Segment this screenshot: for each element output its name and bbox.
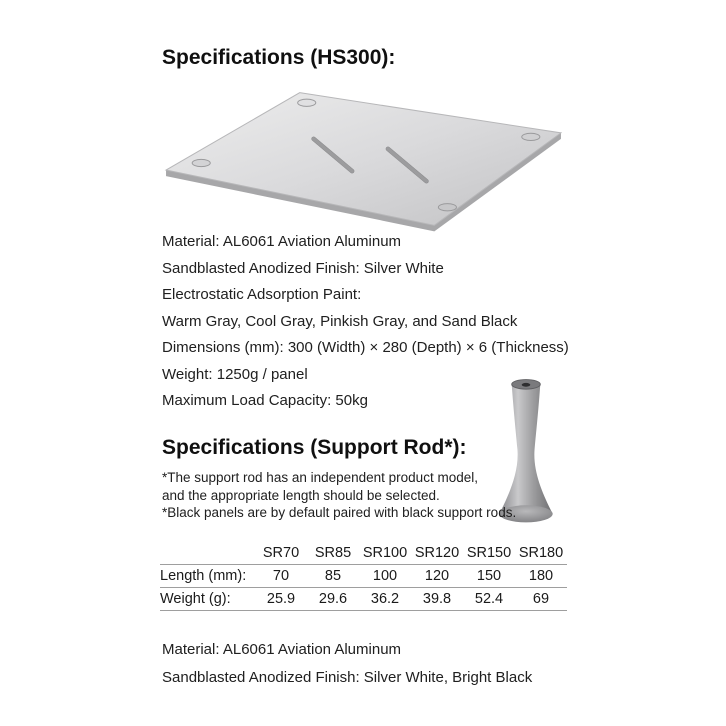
rod-screw-hole-icon	[522, 383, 531, 387]
table-value-cell: 29.6	[318, 591, 348, 607]
table-header-cell: SR180	[518, 544, 564, 561]
table-header-cell: SR120	[414, 544, 460, 561]
table-value-cell: 69	[532, 591, 550, 607]
panel-spec-line: Weight: 1250g / panel	[162, 365, 308, 383]
table-header-row	[160, 541, 567, 565]
table-value-cell: 70	[272, 568, 290, 584]
rod-note-line: *Black panels are by default paired with black support rods.	[162, 505, 517, 520]
panel-screw-hole-icon	[192, 159, 210, 166]
panel-spec-line: Sandblasted Anodized Finish: Silver White	[162, 259, 444, 277]
table-label-cell: Weight (g):	[160, 591, 231, 607]
panel-spec-line: Maximum Load Capacity: 50kg	[162, 392, 368, 409]
table-value-cell: 100	[372, 568, 398, 584]
table-value-cell: 120	[424, 568, 450, 584]
table-row	[160, 565, 567, 588]
table-value-cell: 150	[476, 568, 502, 584]
rod-footer-specs	[162, 636, 532, 692]
rod-note-line: *The support rod has an independent product model,	[162, 470, 478, 485]
panel-section-title: Specifications (HS300):	[162, 46, 396, 69]
footer-spec-line: Sandblasted Anodized Finish: Silver White, Bright Black	[162, 669, 533, 686]
table-header-cell: SR70	[262, 544, 300, 561]
rod-section-title: Specifications (Support Rod*):	[162, 436, 467, 459]
panel-spec-line: Material: AL6061 Aviation Aluminum	[162, 233, 402, 250]
panel-spec-line: Dimensions (mm): 300 (Width) × 280 (Depth) × 6 (Thickness)	[162, 339, 569, 356]
support-rod-table	[160, 541, 567, 611]
panel-top-face-shape	[166, 93, 561, 226]
aluminum-panel-image	[156, 84, 570, 236]
footer-spec-line: Material: AL6061 Aviation Aluminum	[162, 641, 402, 658]
panel-screw-hole-icon	[522, 133, 540, 140]
panel-screw-hole-icon	[298, 99, 316, 106]
table-value-cell: 180	[528, 568, 554, 584]
panel-screw-hole-icon	[438, 204, 456, 211]
table-header-cell: SR150	[466, 544, 512, 561]
table-value-cell: 39.8	[422, 591, 452, 607]
rod-notes	[162, 469, 516, 522]
table-value-cell: 52.4	[474, 591, 504, 607]
table-row	[160, 588, 567, 611]
panel-spec-line: Electrostatic Adsorption Paint:	[162, 286, 362, 303]
rod-note-line: and the appropriate length should be selected.	[162, 487, 440, 503]
table-value-cell: 36.2	[370, 591, 400, 607]
table-header-cell: SR85	[314, 544, 352, 561]
table-header-cell: SR100	[362, 544, 408, 561]
panel-spec-line: Warm Gray, Cool Gray, Pinkish Gray, and Sand Black	[162, 312, 518, 330]
table-label-cell: Length (mm):	[160, 568, 247, 584]
table-value-cell: 85	[324, 568, 342, 584]
table-value-cell: 25.9	[266, 591, 296, 607]
